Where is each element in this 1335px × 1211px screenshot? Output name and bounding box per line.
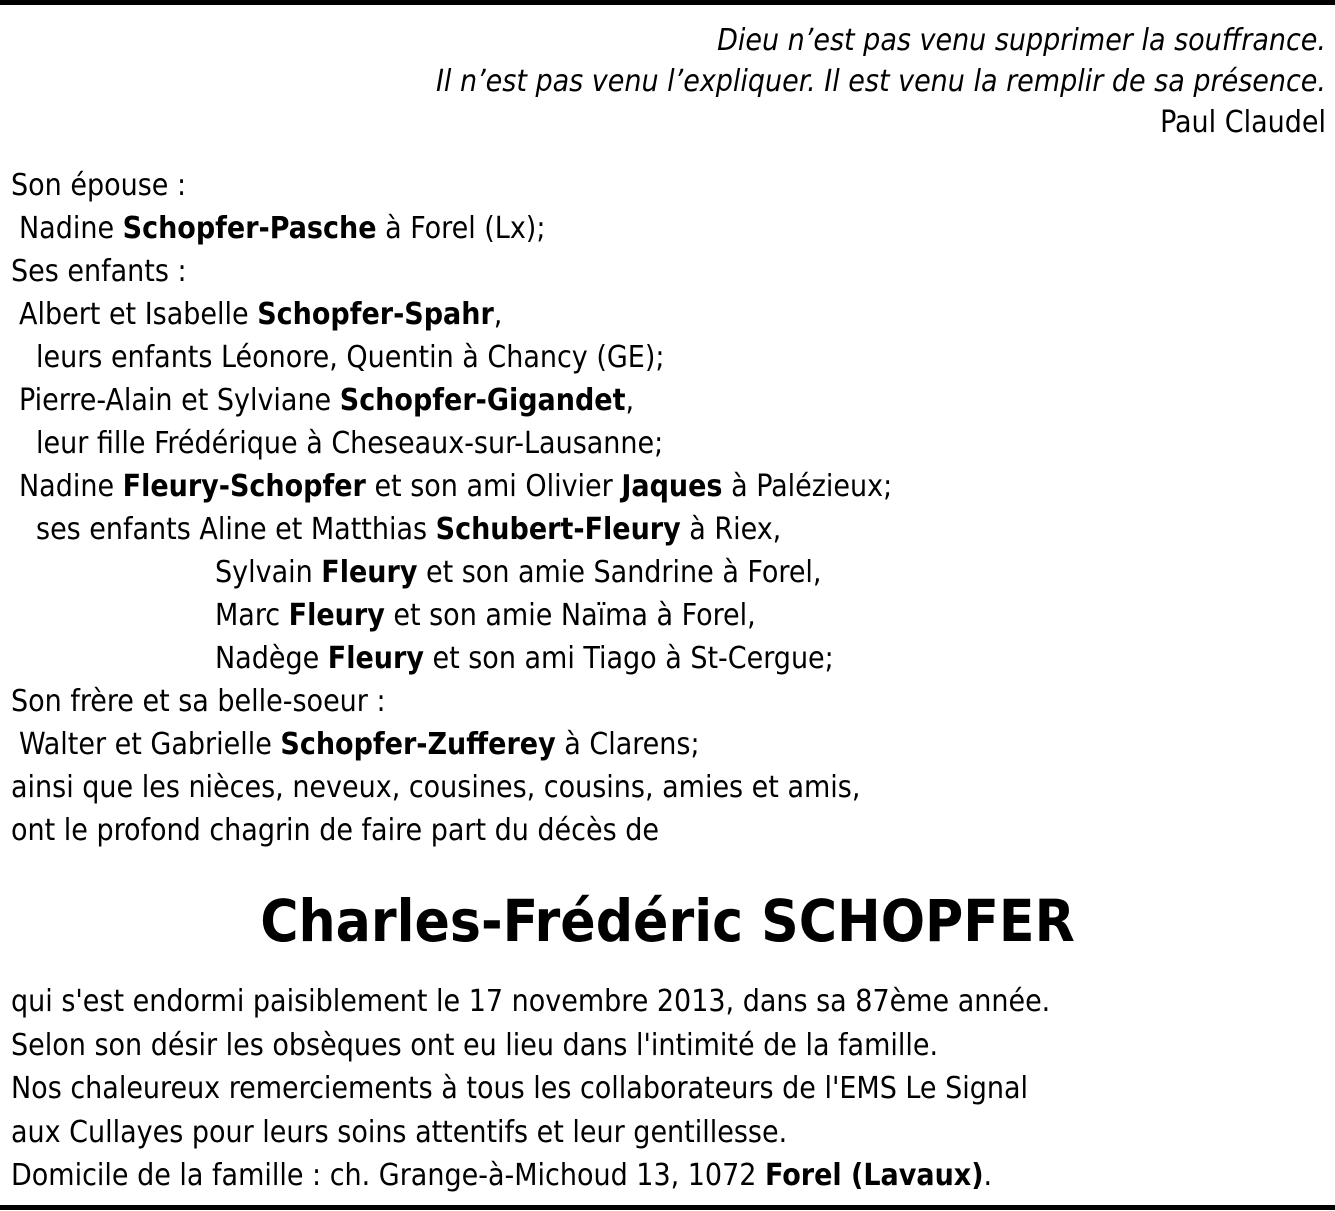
closing-line-1: qui s'est endormi paisiblement le 17 novembre 2013, dans sa 87ème année. <box>11 984 1051 1019</box>
sibling-heading: Son frère et sa belle-soeur : <box>11 684 386 719</box>
children-heading: Ses enfants : <box>11 254 187 289</box>
epigraph <box>436 20 1326 143</box>
child-2-children: leur fille Frédérique à Cheseaux-sur-Lausanne; <box>36 426 664 461</box>
closing-line-3: Nos chaleureux remerciements à tous les collaborateurs de l'EMS Le Signal <box>11 1071 1029 1106</box>
closing-line-4: aux Cullayes pour leurs soins attentifs et leur gentillesse. <box>11 1114 788 1150</box>
child-entry-3: Nadine Fleury-Schopfer et son ami Olivier Jaques à Palézieux; <box>19 469 893 504</box>
grandchild-entry-2: Sylvain Fleury et son amie Sandrine à Forel, <box>215 555 822 590</box>
others-line: ainsi que les nièces, neveux, cousines, cousins, amies et amis, <box>11 770 861 805</box>
spouse-entry: Nadine Schopfer-Pasche à Forel (Lx); <box>19 211 546 246</box>
grandchild-entry-4: Nadège Fleury et son ami Tiago à St-Cergue; <box>215 641 834 676</box>
top-rule <box>0 0 1335 5</box>
grandchild-entry-3: Marc Fleury et son amie Naïma à Forel, <box>215 598 756 633</box>
announcement-line: ont le profond chagrin de faire part du décès de <box>11 813 660 848</box>
closing-line-2: Selon son désir les obsèques ont eu lieu dans l'intimité de la famille. <box>11 1027 939 1063</box>
child-1-children: leurs enfants Léonore, Quentin à Chancy (GE); <box>36 340 665 375</box>
sibling-entry: Walter et Gabrielle Schopfer-Zufferey à Clarens; <box>19 727 700 762</box>
child-3-children: ses enfants Aline et Matthias Schubert-Fleury à Riex, <box>36 512 782 547</box>
quote-line-2: Il n’est pas venu l’expliquer. Il est venu la remplir de sa présence. <box>435 64 1326 99</box>
child-entry-1: Albert et Isabelle Schopfer-Spahr, <box>19 297 503 332</box>
bottom-rule <box>0 1205 1335 1210</box>
child-entry-2: Pierre-Alain et Sylviane Schopfer-Gigandet, <box>19 383 635 418</box>
family-address: Domicile de la famille : ch. Grange-à-Michoud 13, 1072 Forel (Lavaux). <box>11 1158 993 1193</box>
quote-author: Paul Claudel <box>1160 105 1326 140</box>
quote-line-1: Dieu n’est pas venu supprimer la souffrance. <box>717 23 1326 58</box>
deceased-name: Charles-Frédéric SCHOPFER <box>260 887 1075 955</box>
family-list <box>11 164 892 852</box>
closing-text <box>11 980 1050 1198</box>
spouse-heading: Son épouse : <box>11 168 187 203</box>
